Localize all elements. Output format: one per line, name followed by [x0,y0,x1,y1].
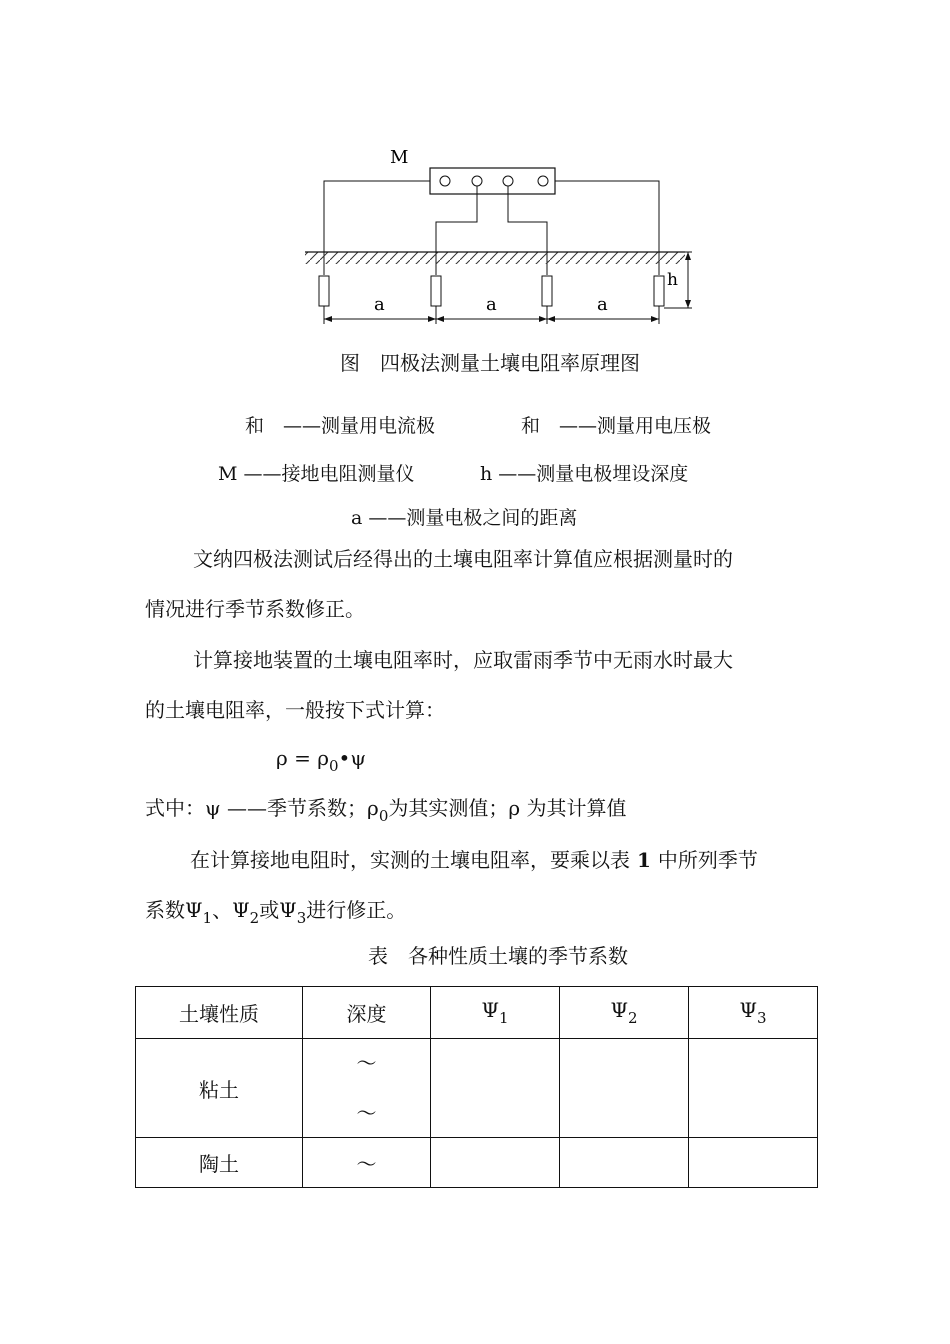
table-header-row [136,987,818,1039]
depth-cell: ～ ～ [303,1039,431,1138]
terminal-icon [472,176,482,186]
meter-box [430,168,555,194]
soil-cell: 陶土 [136,1138,303,1188]
paragraph-1-line-1: 文纳四极法测试后经得出的土壤电阻率计算值应根据测量时的 [193,547,733,571]
depth-cell: ～ [303,1138,431,1188]
spacing-label: a [597,294,608,315]
paragraph-1-line-2: 情况进行季节系数修正。 [145,597,365,621]
spacing-label: a [374,294,385,315]
electrode [542,276,552,306]
meter-label: M [390,147,409,168]
psi-3-cell [689,1039,818,1138]
formula-explanation: 式中：ψ ——季节系数；$\rho_0$为其实测值；ρ 为其计算值 [145,796,627,825]
psi-3-cell [689,1138,818,1188]
header-depth: 深度 [303,987,431,1039]
season-coefficient-table [135,986,818,1188]
table-row [136,1039,818,1138]
header-psi-1: $\Psi_1$ [431,987,560,1039]
table-row [136,1138,818,1188]
paragraph-2-line-1: 计算接地装置的土壤电阻率时，应取雷雨季节中无雨水时最大 [193,648,733,672]
h-label: h [667,270,678,290]
formula: $\rho = \rho_0•\psi$ [276,746,367,775]
ground-hatch [305,252,685,264]
psi-1-cell [431,1039,560,1138]
terminal-icon [538,176,548,186]
soil-cell: 粘土 [136,1039,303,1138]
electrode [431,276,441,306]
psi-2-cell [560,1039,689,1138]
electrode [654,276,664,306]
legend-spacing: a ——测量电极之间的距离 [351,507,578,529]
psi-1-cell [431,1138,560,1188]
psi-2-cell [560,1138,689,1188]
paragraph-3-line-2: 系数$\Psi_1$、$\Psi_2$或$\Psi_3$进行修正。 [145,898,407,927]
four-pole-diagram [290,140,710,335]
header-soil-type: 土壤性质 [136,987,303,1039]
legend-current-electrode: 和 ——测量用电流极 [245,415,436,437]
legend-voltage-electrode: 和 ——测量用电压极 [521,415,712,437]
legend-depth: h ——测量电极埋设深度 [480,463,689,485]
spacing-label: a [486,294,497,315]
electrode [319,276,329,306]
terminal-icon [503,176,513,186]
terminal-icon [440,176,450,186]
paragraph-2-line-2: 的土壤电阻率，一般按下式计算： [145,698,445,722]
table-caption: 表 各种性质土壤的季节系数 [368,944,628,968]
figure-caption: 图 四极法测量土壤电阻率原理图 [340,351,640,375]
header-psi-3: $\Psi_3$ [689,987,818,1039]
paragraph-3-line-1: 在计算接地电阻时，实测的土壤电阻率，要乘以表 1 中所列季节 [190,848,758,872]
legend-meter: M ——接地电阻测量仪 [218,463,415,485]
header-psi-2: $\Psi_2$ [560,987,689,1039]
